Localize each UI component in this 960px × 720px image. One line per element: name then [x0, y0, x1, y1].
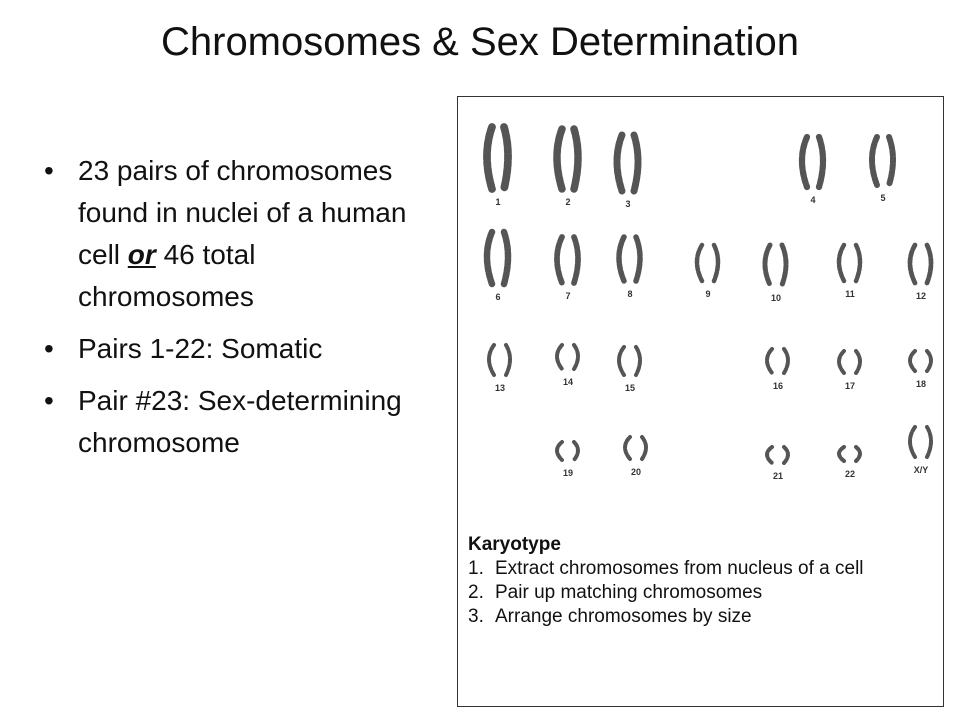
chromosome-label: 1 [495, 197, 501, 207]
chromosome-label: 13 [494, 383, 506, 393]
chromosome-label: 22 [844, 469, 856, 479]
chromosome-pair [910, 245, 931, 283]
caption-step [468, 605, 938, 629]
step-text: Pair up matching chromosomes [495, 582, 763, 603]
caption-step [468, 557, 938, 581]
chromosome-label: 7 [565, 291, 571, 301]
karyotype-image [458, 97, 945, 527]
chromosome-pair [839, 447, 860, 461]
bullet-list [40, 150, 430, 474]
chromosome-label: 6 [495, 292, 501, 302]
chromosome-pair [910, 427, 931, 457]
chromosome-pair [557, 442, 578, 460]
bullet-text: Pair #23: Sex-determining chromosome [78, 385, 402, 458]
caption-steps [468, 557, 938, 629]
chromosome-pair [557, 345, 578, 369]
bullet-item [40, 150, 430, 318]
chromosome-pair [619, 237, 640, 281]
step-number: 3. [468, 606, 484, 627]
chromosome-label: 11 [845, 289, 855, 299]
chromosome-pair [487, 232, 508, 284]
step-number: 2. [468, 582, 484, 603]
chromosome-label: 4 [810, 195, 816, 205]
bullet-text-part: 23 pairs of chromosomes found in nuclei of a human cell [78, 155, 407, 270]
chromosome-label: 17 [844, 381, 856, 391]
chromosome-label: 18 [915, 379, 927, 389]
caption-title: Karyotype [468, 534, 561, 555]
chromosome-pair [487, 127, 508, 189]
chromosome-label: 8 [627, 289, 633, 299]
bullet-text: Pairs 1-22: Somatic [78, 333, 323, 364]
chromosome-label: 10 [770, 293, 782, 303]
bullet-dot-icon: • [44, 333, 54, 364]
chromosome-pair [767, 447, 788, 463]
chromosome-pair [767, 349, 788, 373]
bullet-dot-icon: • [44, 385, 54, 416]
chromosome-label: 12 [915, 291, 927, 301]
chromosome-pair [557, 129, 578, 189]
step-number: 1. [468, 558, 484, 579]
chromosome-label: 19 [562, 468, 574, 478]
bullet-text-part: 46 total chromosomes [78, 239, 256, 312]
chromosome-label: 5 [880, 193, 886, 203]
chromosome-pair [625, 437, 646, 459]
chromosome-label: 14 [562, 377, 574, 387]
caption-step [468, 581, 938, 605]
chromosome-label: 16 [772, 381, 784, 391]
chromosome-label: 2 [565, 197, 571, 207]
chromosome-pair [557, 237, 578, 283]
bullet-item [40, 328, 430, 370]
chromosome-pair [617, 135, 638, 191]
chromosome-pair [872, 137, 893, 185]
karyotype-caption [468, 533, 938, 629]
chromosome-pair [765, 245, 786, 285]
bullet-dot-icon: • [44, 155, 54, 186]
chromosome-pair [489, 345, 510, 375]
step-text: Arrange chromosomes by size [495, 606, 752, 627]
karyotype-figure [457, 96, 944, 707]
chromosome-pair [839, 245, 860, 281]
chromosome-label: 3 [625, 199, 631, 209]
chromosome-pair [697, 245, 718, 281]
chromosome-label: 15 [624, 383, 636, 393]
chromosome-pair [910, 351, 931, 371]
step-text: Extract chromosomes from nucleus of a cell [495, 558, 864, 579]
chromosome-label: 21 [772, 471, 784, 481]
chromosome-label: 20 [630, 467, 642, 477]
chromosome-pair [839, 351, 860, 373]
slide-title: Chromosomes & Sex Determination [160, 20, 800, 64]
chromosome-pair [802, 137, 823, 187]
chromosome-label: 9 [705, 289, 711, 299]
bullet-emphasis: or [127, 239, 156, 270]
chromosome-label: X/Y [913, 465, 929, 475]
chromosome-pair [619, 347, 640, 375]
bullet-item [40, 380, 430, 464]
